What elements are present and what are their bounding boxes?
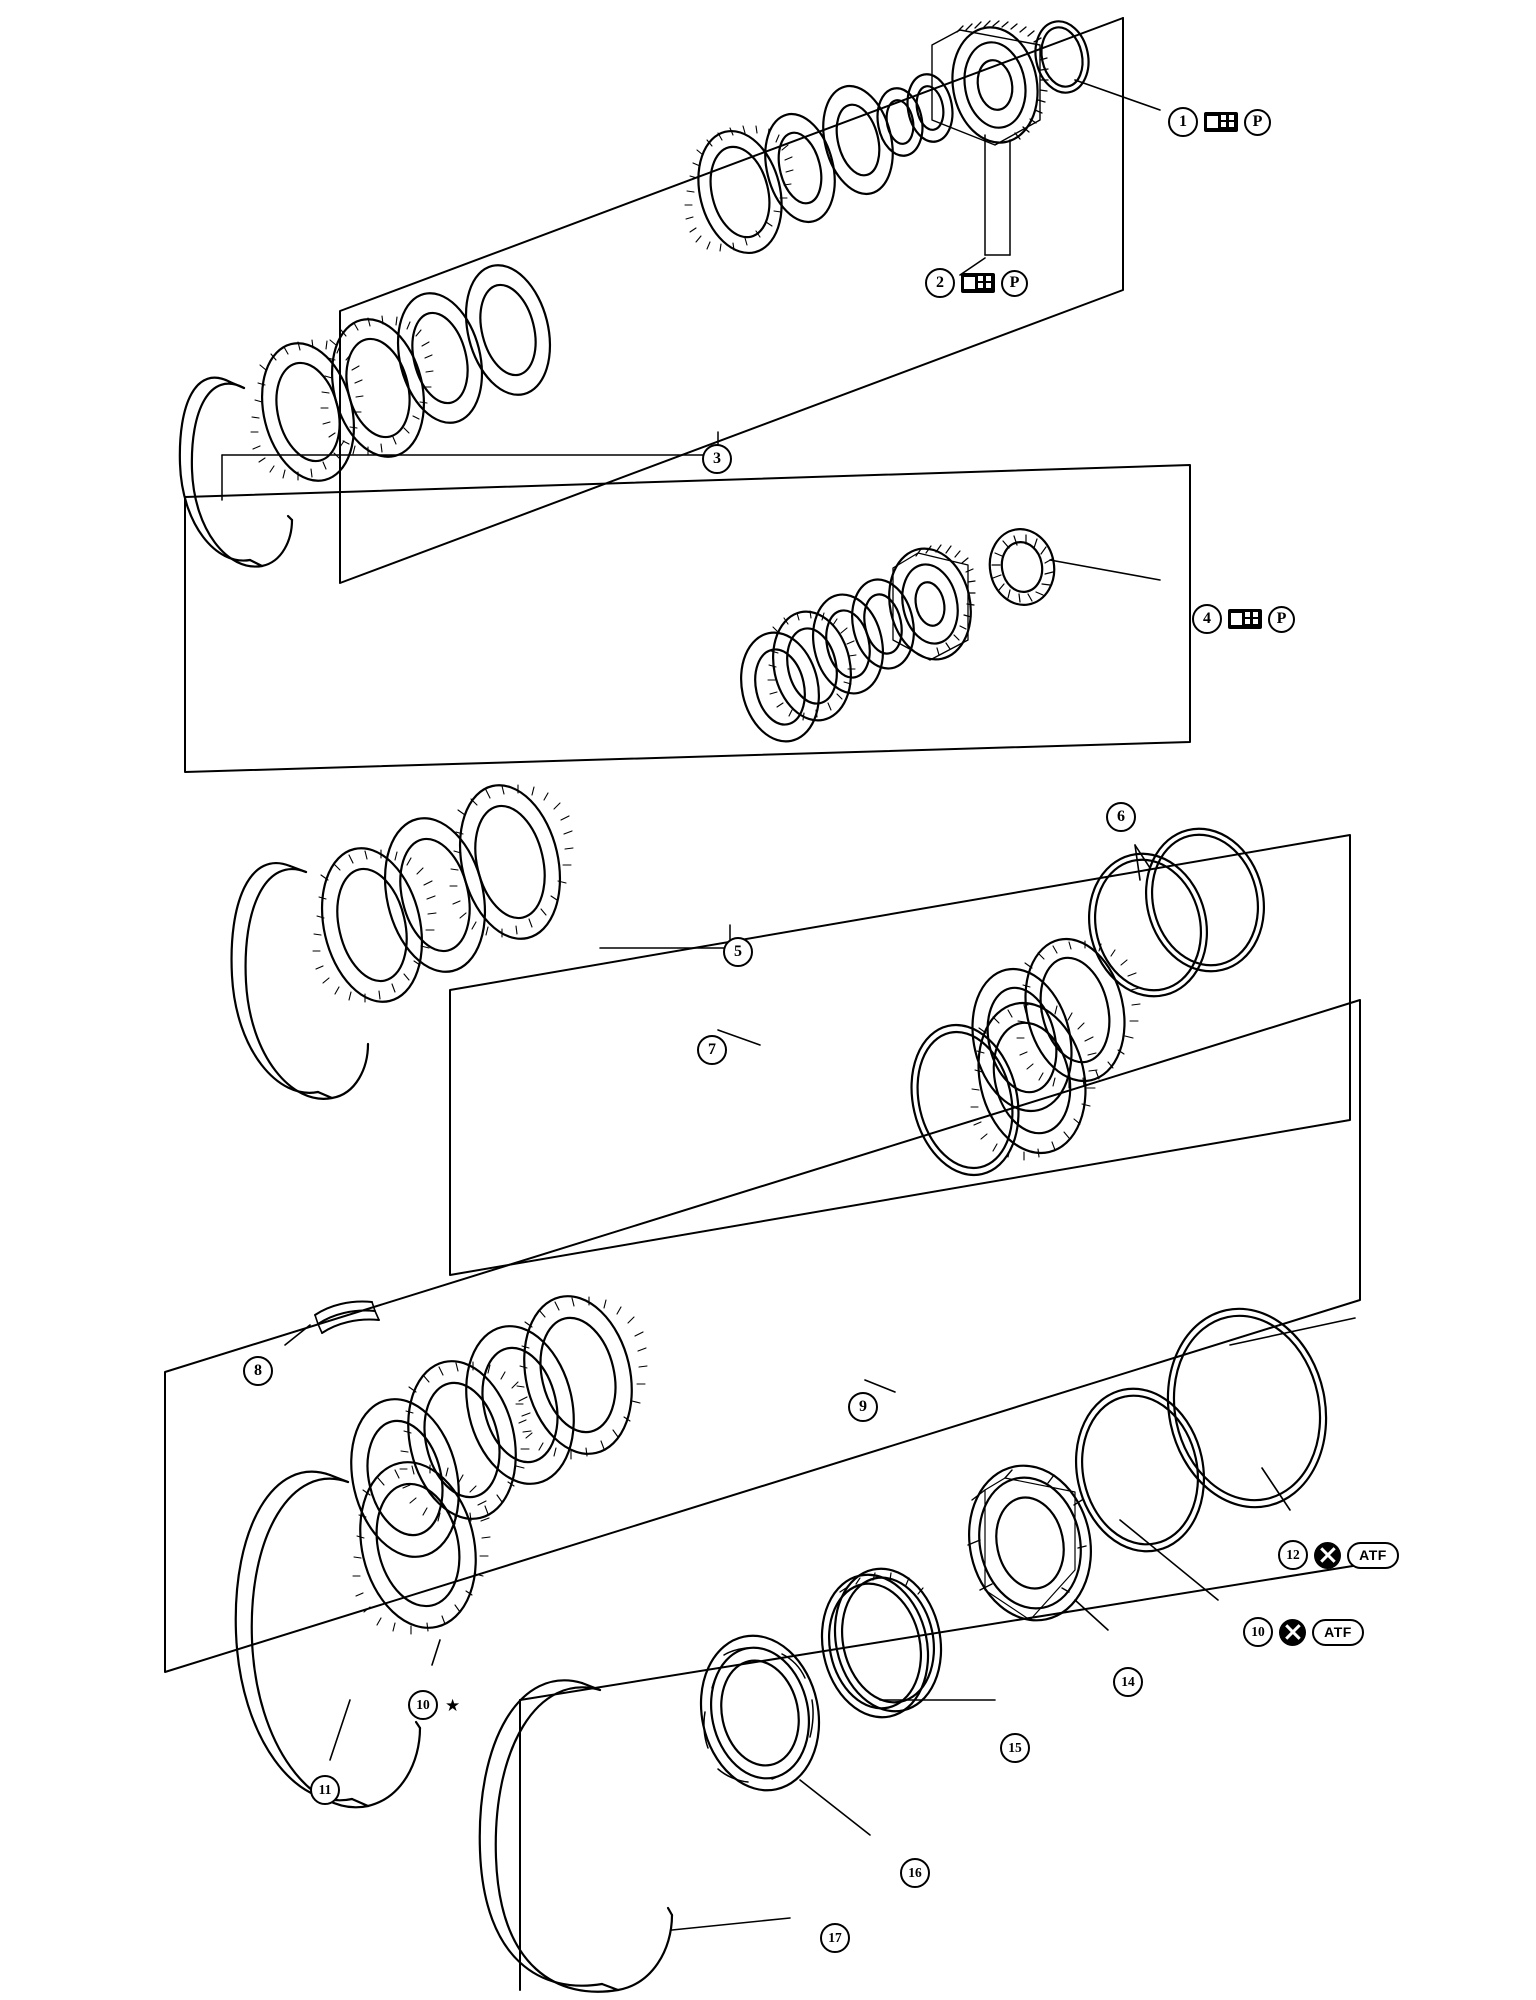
callout-17[interactable] [820,1923,850,1953]
x-mark-icon [1279,1619,1306,1646]
callout-number-11: 11 [310,1775,340,1805]
callout-number-5: 5 [723,937,753,967]
callout-11[interactable] [310,1775,340,1805]
part-12-o-ring [1150,1294,1344,1522]
callout-number-8: 8 [243,1356,273,1386]
callout-1[interactable] [1168,107,1271,137]
x-mark-icon [1314,1542,1341,1569]
callout-number-9: 9 [848,1392,878,1422]
part-9-clutch-plates [236,1285,647,1807]
callout-number-15: 15 [1000,1733,1030,1763]
callout-number-6: 6 [1106,802,1136,832]
part-8-clip [315,1302,379,1333]
callout-4[interactable] [1192,604,1295,634]
grease-icon [1228,609,1262,629]
group-7-bracket [450,835,1350,1275]
callout-8[interactable] [243,1356,273,1386]
part-5-clutch-assembly [232,541,981,1099]
part-4-wave-spring [984,524,1060,610]
atf-icon: ATF [1347,1542,1399,1569]
grease-icon [1204,112,1238,132]
callout-number-16: 16 [900,1858,930,1888]
part-11-snap-ring [236,1472,420,1808]
callout-number-1: 1 [1168,107,1198,137]
part-2-clutch-drum [872,21,1048,160]
part-17-snap-ring [480,1680,672,1991]
callout-number-14: 14 [1113,1667,1143,1697]
callout-number-4: 4 [1192,604,1222,634]
callout-3[interactable] [702,444,732,474]
callout-number-7: 7 [697,1035,727,1065]
callout-number-12: 12 [1278,1540,1308,1570]
callout-number-10: 10 [408,1690,438,1720]
atf-icon: ATF [1312,1619,1364,1646]
part-1-snap-ring [1029,16,1095,97]
part-6-rings [1074,816,1278,1009]
part-15-spring-retainer [809,1559,954,1727]
callout-7[interactable] [697,1035,727,1065]
grease-icon [961,273,995,293]
callout-number-13: 10 [1243,1617,1273,1647]
callout-16[interactable] [900,1858,930,1888]
group-3-bracket [340,18,1123,583]
callout-15[interactable] [1000,1733,1030,1763]
callout-12[interactable] [1278,1540,1399,1570]
star-icon: ★ [445,1695,461,1715]
callout-2[interactable] [925,268,1028,298]
p-mark-icon: P [1244,109,1271,136]
callout-14[interactable] [1113,1667,1143,1697]
callout-13[interactable] [1243,1617,1364,1647]
part-14-piston [955,1454,1105,1632]
group-5-bracket [185,465,1190,772]
callout-number-3: 3 [702,444,732,474]
p-mark-icon: P [1001,270,1028,297]
p-mark-icon: P [1268,606,1295,633]
part-16-slotted-plate [687,1625,833,1802]
group-9-bracket [165,1000,1360,1672]
callout-number-17: 17 [820,1923,850,1953]
callout-9[interactable] [848,1392,878,1422]
callout-6[interactable] [1106,802,1136,832]
callout-5[interactable] [723,937,753,967]
callout-10[interactable] [408,1690,460,1720]
callout-number-2: 2 [925,268,955,298]
